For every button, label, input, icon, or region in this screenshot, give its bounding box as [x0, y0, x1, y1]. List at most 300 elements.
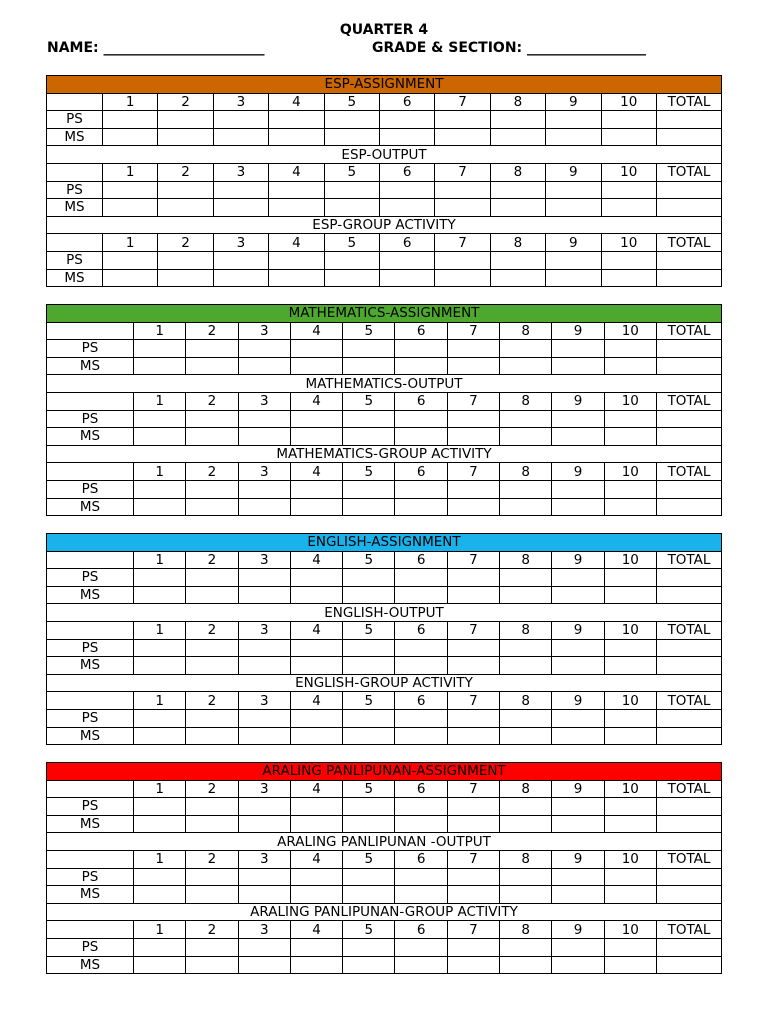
- score-cell[interactable]: [186, 428, 238, 446]
- score-cell[interactable]: [604, 357, 656, 375]
- score-cell[interactable]: [269, 111, 324, 129]
- row-label: PS: [47, 798, 134, 816]
- score-cell[interactable]: [604, 410, 656, 428]
- score-cell[interactable]: [552, 886, 604, 904]
- score-cell[interactable]: [552, 639, 604, 657]
- score-cell[interactable]: [134, 868, 186, 886]
- score-cell[interactable]: [134, 798, 186, 816]
- score-cell[interactable]: [604, 868, 656, 886]
- score-cell[interactable]: [552, 798, 604, 816]
- score-cell[interactable]: [186, 657, 238, 675]
- column-header: TOTAL: [656, 551, 721, 569]
- score-cell[interactable]: [238, 586, 290, 604]
- score-cell[interactable]: [604, 886, 656, 904]
- column-header: 4: [290, 392, 342, 410]
- score-cell[interactable]: [238, 639, 290, 657]
- score-cell[interactable]: [604, 639, 656, 657]
- score-cell[interactable]: [435, 199, 490, 217]
- score-cell[interactable]: [134, 480, 186, 498]
- score-cell[interactable]: [604, 727, 656, 745]
- score-cell[interactable]: [186, 886, 238, 904]
- row-label: MS: [47, 269, 103, 287]
- score-cell[interactable]: [601, 128, 656, 146]
- score-cell[interactable]: [238, 340, 290, 358]
- score-cell[interactable]: [604, 709, 656, 727]
- score-cell[interactable]: [604, 569, 656, 587]
- score-cell[interactable]: [186, 639, 238, 657]
- score-cell[interactable]: [134, 938, 186, 956]
- score-cell[interactable]: [395, 357, 447, 375]
- column-header: 9: [546, 163, 601, 181]
- score-cell[interactable]: [343, 639, 395, 657]
- score-cell[interactable]: [290, 498, 342, 516]
- score-cell[interactable]: [379, 181, 434, 199]
- score-cell[interactable]: [324, 128, 379, 146]
- score-cell[interactable]: [656, 639, 721, 657]
- score-cell[interactable]: [134, 586, 186, 604]
- score-cell[interactable]: [379, 199, 434, 217]
- score-cell[interactable]: [134, 639, 186, 657]
- column-header: 6: [395, 551, 447, 569]
- score-cell[interactable]: [656, 128, 721, 146]
- score-cell[interactable]: [447, 938, 499, 956]
- score-cell[interactable]: [343, 886, 395, 904]
- section-title: ARALING PANLIPUNAN -OUTPUT: [47, 833, 722, 851]
- score-cell[interactable]: [290, 868, 342, 886]
- score-cell[interactable]: [500, 956, 552, 974]
- score-cell[interactable]: [238, 727, 290, 745]
- score-cell[interactable]: [447, 886, 499, 904]
- subject-table: [46, 762, 722, 974]
- score-cell[interactable]: [134, 357, 186, 375]
- score-cell[interactable]: [269, 128, 324, 146]
- score-cell[interactable]: [343, 357, 395, 375]
- row-label: PS: [47, 569, 134, 587]
- score-cell[interactable]: [238, 410, 290, 428]
- score-cell[interactable]: [343, 340, 395, 358]
- score-cell[interactable]: [604, 938, 656, 956]
- score-cell[interactable]: [290, 815, 342, 833]
- score-cell[interactable]: [134, 498, 186, 516]
- score-cell[interactable]: [435, 128, 490, 146]
- score-cell[interactable]: [500, 569, 552, 587]
- score-cell[interactable]: [656, 868, 721, 886]
- score-cell[interactable]: [158, 111, 213, 129]
- score-cell[interactable]: [656, 111, 721, 129]
- score-cell[interactable]: [395, 569, 447, 587]
- score-cell[interactable]: [213, 111, 268, 129]
- column-header: 10: [604, 780, 656, 798]
- score-cell[interactable]: [447, 815, 499, 833]
- column-header: 2: [158, 93, 213, 111]
- score-cell[interactable]: [601, 199, 656, 217]
- column-header: 8: [500, 551, 552, 569]
- score-cell[interactable]: [552, 956, 604, 974]
- score-cell[interactable]: [395, 428, 447, 446]
- score-cell[interactable]: [601, 111, 656, 129]
- score-cell[interactable]: [604, 798, 656, 816]
- score-cell[interactable]: [134, 727, 186, 745]
- score-cell[interactable]: [238, 798, 290, 816]
- score-cell[interactable]: [343, 938, 395, 956]
- score-cell[interactable]: [656, 199, 721, 217]
- score-cell[interactable]: [213, 269, 268, 287]
- score-cell[interactable]: [238, 815, 290, 833]
- score-cell[interactable]: [343, 498, 395, 516]
- score-cell[interactable]: [395, 938, 447, 956]
- score-cell[interactable]: [158, 251, 213, 269]
- score-cell[interactable]: [186, 938, 238, 956]
- score-cell[interactable]: [552, 410, 604, 428]
- score-cell[interactable]: [134, 815, 186, 833]
- score-cell[interactable]: [656, 727, 721, 745]
- score-cell[interactable]: [601, 251, 656, 269]
- score-cell[interactable]: [552, 428, 604, 446]
- score-cell[interactable]: [134, 956, 186, 974]
- score-cell[interactable]: [500, 886, 552, 904]
- score-cell[interactable]: [500, 868, 552, 886]
- score-cell[interactable]: [343, 868, 395, 886]
- score-cell[interactable]: [269, 181, 324, 199]
- score-cell[interactable]: [552, 657, 604, 675]
- score-cell[interactable]: [379, 269, 434, 287]
- column-header: 7: [447, 551, 499, 569]
- score-cell[interactable]: [447, 357, 499, 375]
- score-cell[interactable]: [546, 269, 601, 287]
- score-cell[interactable]: [490, 269, 545, 287]
- score-cell[interactable]: [552, 815, 604, 833]
- score-cell[interactable]: [546, 251, 601, 269]
- score-cell[interactable]: [447, 340, 499, 358]
- score-cell[interactable]: [186, 727, 238, 745]
- score-cell[interactable]: [490, 181, 545, 199]
- score-cell[interactable]: [656, 938, 721, 956]
- score-cell[interactable]: [238, 868, 290, 886]
- score-cell[interactable]: [656, 657, 721, 675]
- score-cell[interactable]: [186, 357, 238, 375]
- score-cell[interactable]: [656, 428, 721, 446]
- score-cell[interactable]: [343, 480, 395, 498]
- score-cell[interactable]: [158, 199, 213, 217]
- score-cell[interactable]: [656, 886, 721, 904]
- score-cell[interactable]: [324, 251, 379, 269]
- score-cell[interactable]: [604, 480, 656, 498]
- score-cell[interactable]: [435, 251, 490, 269]
- header-blank-cell: [47, 93, 103, 111]
- score-cell[interactable]: [395, 886, 447, 904]
- score-cell[interactable]: [604, 498, 656, 516]
- score-cell[interactable]: [269, 269, 324, 287]
- score-cell[interactable]: [324, 199, 379, 217]
- score-cell[interactable]: [290, 639, 342, 657]
- score-cell[interactable]: [343, 727, 395, 745]
- score-cell[interactable]: [343, 709, 395, 727]
- score-cell[interactable]: [343, 657, 395, 675]
- score-cell[interactable]: [500, 428, 552, 446]
- score-cell[interactable]: [500, 357, 552, 375]
- score-cell[interactable]: [290, 727, 342, 745]
- score-cell[interactable]: [134, 709, 186, 727]
- score-cell[interactable]: [238, 938, 290, 956]
- score-cell[interactable]: [490, 251, 545, 269]
- score-cell[interactable]: [343, 410, 395, 428]
- score-cell[interactable]: [447, 727, 499, 745]
- score-cell[interactable]: [604, 657, 656, 675]
- score-cell[interactable]: [447, 428, 499, 446]
- score-cell[interactable]: [656, 251, 721, 269]
- score-cell[interactable]: [604, 815, 656, 833]
- score-cell[interactable]: [552, 480, 604, 498]
- score-cell[interactable]: [103, 111, 158, 129]
- score-cell[interactable]: [290, 798, 342, 816]
- section-title: ENGLISH-OUTPUT: [47, 604, 722, 622]
- score-cell[interactable]: [395, 798, 447, 816]
- score-cell[interactable]: [269, 251, 324, 269]
- score-cell[interactable]: [324, 111, 379, 129]
- score-cell[interactable]: [604, 340, 656, 358]
- score-cell[interactable]: [238, 480, 290, 498]
- score-cell[interactable]: [134, 657, 186, 675]
- score-cell[interactable]: [552, 938, 604, 956]
- column-header: 6: [395, 322, 447, 340]
- score-cell[interactable]: [500, 480, 552, 498]
- score-cell[interactable]: [186, 868, 238, 886]
- score-cell[interactable]: [601, 181, 656, 199]
- score-cell[interactable]: [656, 709, 721, 727]
- score-cell[interactable]: [552, 569, 604, 587]
- score-cell[interactable]: [186, 709, 238, 727]
- column-header: 1: [103, 163, 158, 181]
- score-cell[interactable]: [134, 410, 186, 428]
- score-cell[interactable]: [103, 181, 158, 199]
- score-cell[interactable]: [601, 269, 656, 287]
- score-cell[interactable]: [395, 340, 447, 358]
- column-header: 7: [447, 322, 499, 340]
- score-cell[interactable]: [290, 340, 342, 358]
- score-cell[interactable]: [395, 480, 447, 498]
- score-cell[interactable]: [290, 956, 342, 974]
- score-cell[interactable]: [158, 128, 213, 146]
- score-cell[interactable]: [552, 868, 604, 886]
- score-cell[interactable]: [500, 410, 552, 428]
- score-cell[interactable]: [500, 657, 552, 675]
- score-cell[interactable]: [134, 340, 186, 358]
- score-cell[interactable]: [186, 340, 238, 358]
- column-header: 9: [552, 463, 604, 481]
- column-header: TOTAL: [656, 621, 721, 639]
- score-cell[interactable]: [546, 128, 601, 146]
- score-cell[interactable]: [238, 956, 290, 974]
- score-cell[interactable]: [186, 569, 238, 587]
- score-cell[interactable]: [238, 357, 290, 375]
- score-cell[interactable]: [290, 480, 342, 498]
- column-header: 7: [447, 850, 499, 868]
- score-cell[interactable]: [238, 569, 290, 587]
- column-header: 8: [500, 921, 552, 939]
- score-cell[interactable]: [447, 410, 499, 428]
- score-cell[interactable]: [447, 956, 499, 974]
- score-cell[interactable]: [379, 111, 434, 129]
- score-cell[interactable]: [490, 111, 545, 129]
- score-cell[interactable]: [552, 340, 604, 358]
- score-cell[interactable]: [186, 798, 238, 816]
- score-cell[interactable]: [656, 480, 721, 498]
- score-cell[interactable]: [134, 428, 186, 446]
- score-cell[interactable]: [447, 868, 499, 886]
- score-cell[interactable]: [395, 586, 447, 604]
- score-cell[interactable]: [269, 199, 324, 217]
- score-cell[interactable]: [604, 428, 656, 446]
- score-cell[interactable]: [158, 181, 213, 199]
- score-cell[interactable]: [447, 569, 499, 587]
- score-cell[interactable]: [447, 639, 499, 657]
- score-cell[interactable]: [134, 569, 186, 587]
- score-cell[interactable]: [500, 498, 552, 516]
- score-cell[interactable]: [490, 199, 545, 217]
- score-cell[interactable]: [656, 357, 721, 375]
- score-cell[interactable]: [379, 128, 434, 146]
- score-cell[interactable]: [395, 657, 447, 675]
- score-cell[interactable]: [546, 181, 601, 199]
- score-cell[interactable]: [490, 128, 545, 146]
- column-header: 5: [343, 621, 395, 639]
- score-cell[interactable]: [186, 498, 238, 516]
- score-cell[interactable]: [395, 498, 447, 516]
- score-cell[interactable]: [213, 199, 268, 217]
- row-label: PS: [47, 868, 134, 886]
- row-label: PS: [47, 639, 134, 657]
- score-cell[interactable]: [290, 569, 342, 587]
- score-cell[interactable]: [290, 428, 342, 446]
- score-cell[interactable]: [552, 709, 604, 727]
- score-cell[interactable]: [186, 815, 238, 833]
- score-cell[interactable]: [343, 798, 395, 816]
- score-cell[interactable]: [395, 639, 447, 657]
- score-cell[interactable]: [290, 938, 342, 956]
- score-cell[interactable]: [238, 428, 290, 446]
- score-cell[interactable]: [324, 269, 379, 287]
- score-cell[interactable]: [656, 269, 721, 287]
- score-cell[interactable]: [552, 586, 604, 604]
- score-cell[interactable]: [447, 709, 499, 727]
- column-header: 7: [435, 234, 490, 252]
- score-cell[interactable]: [500, 340, 552, 358]
- score-cell[interactable]: [546, 111, 601, 129]
- score-cell[interactable]: [656, 956, 721, 974]
- score-cell[interactable]: [447, 498, 499, 516]
- score-cell[interactable]: [500, 586, 552, 604]
- score-cell[interactable]: [186, 956, 238, 974]
- score-cell[interactable]: [395, 956, 447, 974]
- score-cell[interactable]: [604, 956, 656, 974]
- score-cell[interactable]: [290, 410, 342, 428]
- score-cell[interactable]: [103, 199, 158, 217]
- score-cell[interactable]: [546, 199, 601, 217]
- score-cell[interactable]: [552, 498, 604, 516]
- score-cell[interactable]: [447, 798, 499, 816]
- column-header: TOTAL: [656, 93, 721, 111]
- row-label: MS: [47, 657, 134, 675]
- score-cell[interactable]: [604, 586, 656, 604]
- score-cell[interactable]: [656, 340, 721, 358]
- score-cell[interactable]: [213, 251, 268, 269]
- column-header: 3: [238, 780, 290, 798]
- score-cell[interactable]: [186, 410, 238, 428]
- quarter-title: QUARTER 4: [339, 22, 429, 38]
- score-cell[interactable]: [656, 498, 721, 516]
- score-cell[interactable]: [552, 357, 604, 375]
- column-header: 2: [186, 463, 238, 481]
- score-cell[interactable]: [395, 727, 447, 745]
- score-cell[interactable]: [435, 111, 490, 129]
- score-cell[interactable]: [552, 727, 604, 745]
- score-cell[interactable]: [290, 357, 342, 375]
- score-cell[interactable]: [656, 181, 721, 199]
- score-cell[interactable]: [213, 128, 268, 146]
- score-cell[interactable]: [500, 639, 552, 657]
- score-cell[interactable]: [656, 569, 721, 587]
- score-cell[interactable]: [656, 410, 721, 428]
- score-cell[interactable]: [290, 709, 342, 727]
- score-cell[interactable]: [395, 709, 447, 727]
- score-cell[interactable]: [290, 886, 342, 904]
- score-cell[interactable]: [213, 181, 268, 199]
- score-cell[interactable]: [186, 586, 238, 604]
- score-cell[interactable]: [343, 569, 395, 587]
- score-cell[interactable]: [500, 709, 552, 727]
- header-blank-cell: [47, 692, 134, 710]
- score-cell[interactable]: [134, 886, 186, 904]
- score-cell[interactable]: [447, 657, 499, 675]
- score-cell[interactable]: [656, 815, 721, 833]
- score-cell[interactable]: [343, 428, 395, 446]
- score-cell[interactable]: [324, 181, 379, 199]
- score-cell[interactable]: [500, 938, 552, 956]
- score-cell[interactable]: [103, 269, 158, 287]
- score-cell[interactable]: [379, 251, 434, 269]
- score-cell[interactable]: [186, 480, 238, 498]
- score-cell[interactable]: [435, 269, 490, 287]
- score-cell[interactable]: [158, 269, 213, 287]
- score-cell[interactable]: [343, 956, 395, 974]
- score-cell[interactable]: [395, 868, 447, 886]
- score-cell[interactable]: [238, 498, 290, 516]
- score-cell[interactable]: [656, 798, 721, 816]
- score-cell[interactable]: [343, 586, 395, 604]
- score-cell[interactable]: [447, 480, 499, 498]
- score-cell[interactable]: [290, 657, 342, 675]
- score-cell[interactable]: [238, 657, 290, 675]
- header-blank-cell: [47, 551, 134, 569]
- score-cell[interactable]: [238, 709, 290, 727]
- score-cell[interactable]: [435, 181, 490, 199]
- score-cell[interactable]: [500, 727, 552, 745]
- section-title: MATHEMATICS-GROUP ACTIVITY: [47, 445, 722, 463]
- score-cell[interactable]: [395, 410, 447, 428]
- column-header: TOTAL: [656, 921, 721, 939]
- score-cell[interactable]: [238, 886, 290, 904]
- score-cell[interactable]: [395, 815, 447, 833]
- score-cell[interactable]: [447, 586, 499, 604]
- score-cell[interactable]: [290, 586, 342, 604]
- column-header: 8: [500, 850, 552, 868]
- score-cell[interactable]: [656, 586, 721, 604]
- score-cell[interactable]: [500, 815, 552, 833]
- score-cell[interactable]: [103, 128, 158, 146]
- score-cell[interactable]: [103, 251, 158, 269]
- score-cell[interactable]: [343, 815, 395, 833]
- score-cell[interactable]: [500, 798, 552, 816]
